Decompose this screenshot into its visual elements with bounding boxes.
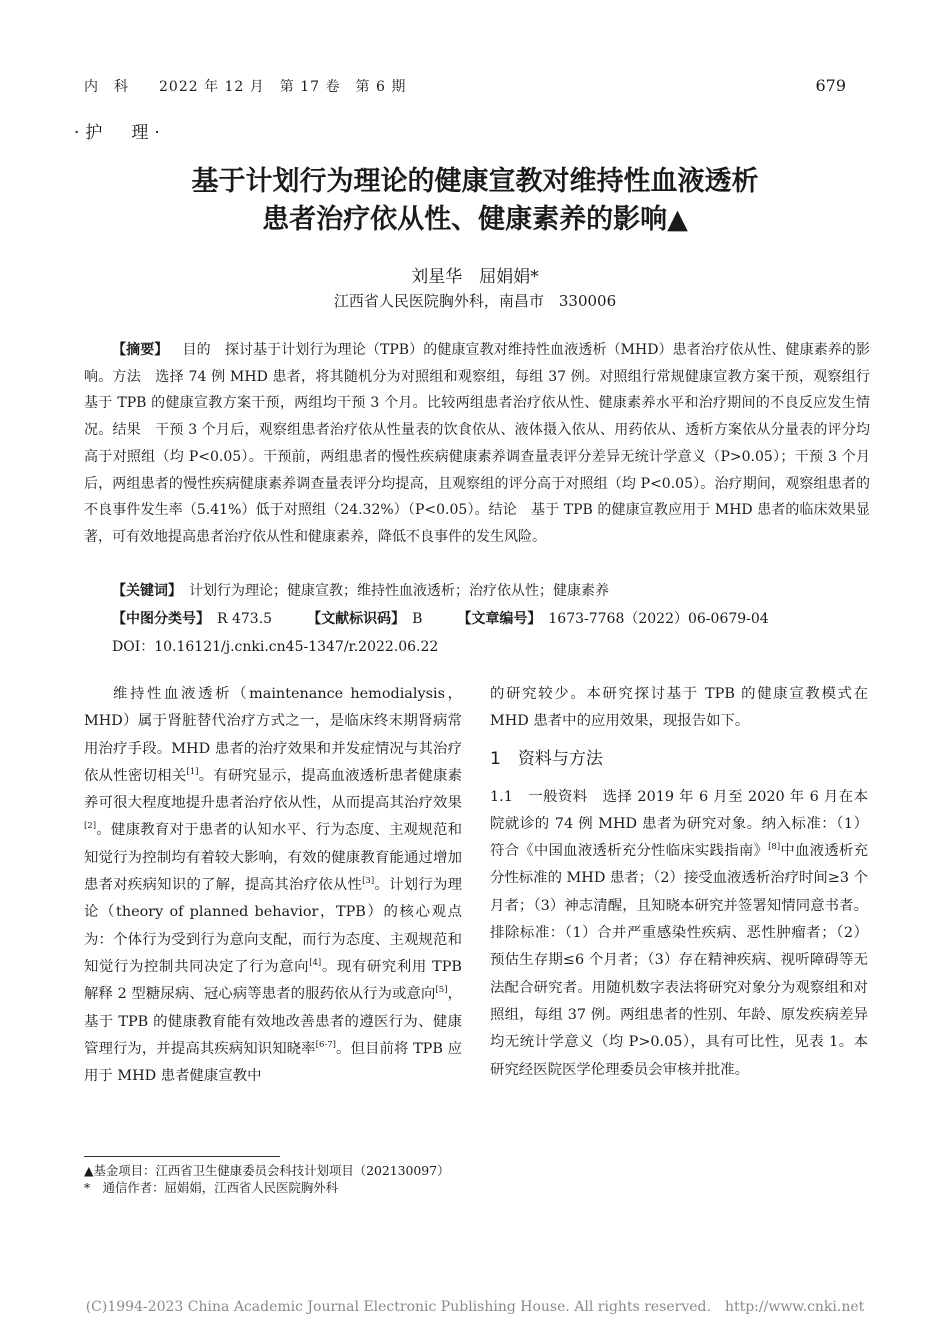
- text-run: 1.1 一般资料 选择 2019 年 6 月至 2020 年 6 月在本院就诊的 74 例 MHD 患者为研究对象。纳入标准：（1）符合《中国血液透析充分性临床实践指南》: [490, 788, 868, 860]
- keywords-line: [112, 581, 609, 601]
- section-heading: 1 资料与方法: [490, 748, 603, 769]
- intro-continued: 的研究较少。本研究探讨基于 TPB 的健康宣教模式在 MHD 患者中的应用效果，现报告如下。: [490, 686, 868, 730]
- fund-footnote: ▲基金项目：江西省卫生健康委员会科技计划项目（202130097）: [84, 1163, 450, 1178]
- text-run: ，基于 TPB 的健康教育能有效地改善患者的遵医行为、健康管理行为，并提高其疾病知识知晓率: [84, 986, 462, 1057]
- authors: 刘星华 屈娟娟*: [411, 267, 539, 287]
- title-line-2: 患者治疗依从性、健康素养的影响▲: [262, 204, 688, 235]
- running-head: 内 科 2022 年 12 月 第 17 卷 第 6 期: [84, 79, 407, 95]
- text-run: 中血液透析充分性标准的 MHD 患者；（2）接受血液透析治疗时间≥3 个月者；（3）神志清醒，且知晓本研究并签署知情同意书者。排除标准：（1）合并严重感染性疾病、恶性肿瘤者；（2）预估生存期≤6 个月者；（3）存在精神疾病、视听障碍等无法配合研究者。用随机数字表法将研究对象分为观察组和对照组，每组 37 例。两组患者的性别、年龄、原发疾病差异均无统计学意义（均 P>0.05），具有可比性，见表 1。本研究经医院医学伦理委员会审核并批准。: [490, 843, 868, 1078]
- body-column-left: [84, 681, 462, 1090]
- article-no-label: 【文章编号】: [457, 611, 542, 627]
- affiliation: 江西省人民医院胸外科，南昌市 330006: [333, 292, 617, 310]
- subsection-general-data: [490, 784, 868, 1084]
- citation-4: [4]: [309, 958, 322, 969]
- text-run: 。但目前将 TPB 应用于 MHD 患者健康宣教中: [84, 1040, 462, 1085]
- keywords-label: 【关键词】: [112, 583, 182, 599]
- copyright-notice: (C)1994-2023 China Academic Journal Electronic Publishing House. All rights reserved. http://www.cnki.net: [85, 1299, 865, 1315]
- citation-3: [3]: [362, 876, 375, 887]
- abstract-label: 【摘要】: [112, 342, 169, 358]
- clc-label: 【中图分类号】: [112, 611, 210, 627]
- clc-value: R 473.5: [217, 611, 273, 627]
- text-run: 。现有研究利用 TPB 解释 2 型糖尿病、冠心病等患者的服药依从行为或意向: [84, 958, 462, 1003]
- citation-2: [2]: [84, 821, 97, 832]
- text-run: 。计划行为理论（theory of planned behavior，TPB）的核心观点为：个体行为受到行为意向支配，而行为态度、主观规范和知觉行为控制共同决定了行为意向: [84, 877, 462, 975]
- doc-code-label: 【文献标识码】: [307, 611, 406, 627]
- classification-line: [112, 609, 769, 629]
- text-run: 。有研究显示，提高血液透析患者健康素养可很大程度地提升患者治疗依从性，从而提高其治疗效果: [84, 767, 462, 812]
- text-run: 。健康教育对于患者的认知水平、行为态度、主观规范和知觉行为控制均有着较大影响，有效的健康教育能通过增加患者对疾病知识的了解，提高其治疗依从性: [84, 822, 462, 894]
- footnotes: [84, 1162, 462, 1196]
- citation-5: [5]: [435, 985, 448, 996]
- article-title: [0, 163, 950, 239]
- citation-8: [8]: [768, 842, 781, 853]
- doc-code-value: B: [412, 611, 423, 627]
- body-column-right: [490, 681, 868, 1084]
- abstract-text: 目的 探讨基于计划行为理论（TPB）的健康宣教对维持性血液透析（MHD）患者治疗依从性、健康素养的影响。方法 选择 74 例 MHD 患者，将其随机分为对照组和观察组，每组 37 例。对照组行常规健康宣教方案干预，观察组行基于 TPB 的健康宣教方案干预，两组均干预 3 个月。比较两组患者治疗依从性、健康素养水平和治疗期间的不良反应发生情况。结果 干预 3 个月后，观察组患者治疗依从性量表的饮食依从、液体摄入依从、用药依从、透析方案依从分量表的评分均高于对照组（均 P<0.05）。干预前，两组患者的慢性疾病健康素养调查量表评分差异无统计学意义（P>0.05）；干预 3 个月后，两组患者的慢性疾病健康素养调查量表评分均提高，且观察组的评分高于对照组（均 P<0.05）。治疗期间，观察组患者的不良事件发生率（5.41%）低于对照组（24.32%）（P<0.05）。结论 基于 TPB 的健康宣教应用于 MHD 患者的临床效果显著，可有效地提高患者治疗依从性和健康素养，降低不良事件的发生风险。: [84, 342, 871, 545]
- citation-6-7: [6-7]: [315, 1040, 336, 1051]
- page-number: 679: [815, 76, 846, 95]
- title-line-1: 基于计划行为理论的健康宣教对维持性血液透析: [191, 166, 759, 197]
- doi: DOI：10.16121/j.cnki.cn45-1347/r.2022.06.22: [112, 639, 439, 655]
- corresponding-author-footnote: * 通信作者：屈娟娟，江西省人民医院胸外科: [84, 1180, 339, 1195]
- intro-paragraph: [84, 681, 462, 1090]
- keywords-text: 计划行为理论；健康宣教；维持性血液透析；治疗依从性；健康素养: [189, 583, 609, 599]
- article-no-value: 1673-7768（2022）06-0679-04: [548, 611, 769, 627]
- citation-1: [1]: [186, 767, 199, 778]
- text-run: 维持性血液透析（maintenance hemodialysis，MHD）属于肾脏替代治疗方式之一，是临床终末期肾病常用治疗手段。MHD 患者的治疗效果和并发症情况与其治疗依从性密切相关: [84, 686, 462, 784]
- footnote-divider: [84, 1156, 280, 1157]
- abstract: [84, 337, 870, 551]
- section-label: ·护 理·: [74, 123, 166, 143]
